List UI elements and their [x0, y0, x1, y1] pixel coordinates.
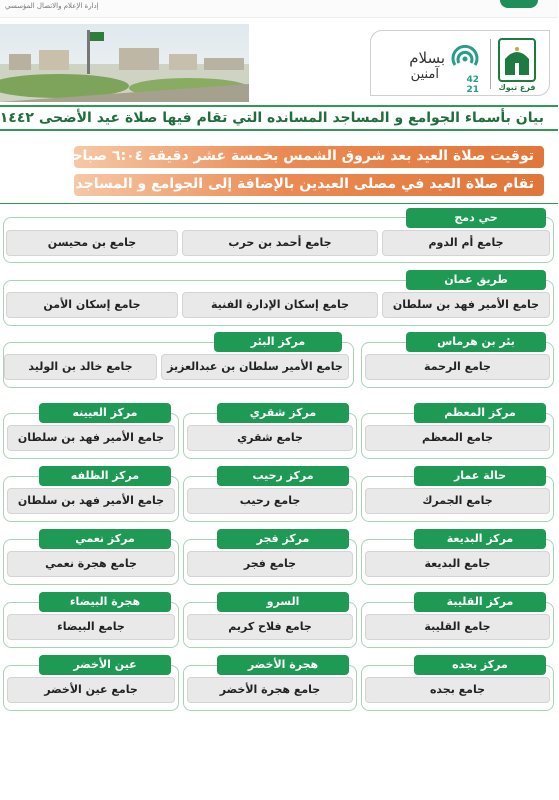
- prayer-location-text: تقام صلاة العيد في مصلى العيدين بالإضافة إلى الجوامع و المساجد: [76, 176, 535, 192]
- mosque-cell: جامع هجرة الأخضر: [188, 677, 354, 703]
- group-label: السرو: [218, 592, 350, 612]
- group-label: مركز المعظم: [415, 403, 547, 423]
- signal-rings-icon: [448, 43, 484, 73]
- prayer-location-notice: [75, 174, 545, 196]
- mosque-cell: جامع شقري: [188, 425, 354, 451]
- mosque-cell: جامع هجرة نعمي: [8, 551, 176, 577]
- mosque-cell: جامع فجر: [188, 551, 354, 577]
- mosque-cell: جامع إسكان الأمن: [7, 292, 179, 318]
- mosque-cell: جامع الأمير فهد بن سلطان: [8, 425, 176, 451]
- group-label: حي دمج: [407, 208, 547, 228]
- header: [0, 24, 559, 102]
- section-divider: [0, 203, 559, 204]
- mosque-cell: جامع بجده: [366, 677, 551, 703]
- blank-footer: [0, 720, 559, 800]
- prayer-time-text: توقيت صلاة العيد بعد شروق الشمس بخمسة عشر دقيقة ٦:٠٤ صباحاً: [68, 148, 535, 164]
- group-label: عين الأخضر: [40, 655, 172, 675]
- branch-label: فرع تبوك: [499, 83, 537, 92]
- top-bar-text: إدارة الإعلام والاتصال المؤسسي: [6, 2, 100, 10]
- logo-box: [371, 30, 551, 96]
- mosque-cell: جامع المعظم: [366, 425, 551, 451]
- group-label: مركز بجده: [415, 655, 547, 675]
- mosque-cell: جامع عين الأخضر: [8, 677, 176, 703]
- logo-separator: [491, 39, 492, 89]
- mosque-cell: جامع رحيب: [188, 488, 354, 514]
- top-tab-decoration: [501, 0, 539, 8]
- mosque-cell: جامع خالد بن الوليد: [5, 354, 158, 380]
- mosque-logo-icon: [498, 37, 538, 83]
- group-label: مركز شقري: [218, 403, 350, 423]
- group-label: مركز العيينه: [40, 403, 172, 423]
- mosque-cell: جامع فلاح كريم: [188, 614, 354, 640]
- group-label: مركز البديعة: [415, 529, 547, 549]
- brand-word-1: بسلام: [410, 49, 446, 67]
- group-label: مركز فجر: [218, 529, 350, 549]
- group-label: مركز نعمي: [40, 529, 172, 549]
- group-label: هجرة الأخضر: [218, 655, 350, 675]
- mosque-cell: جامع الرحمة: [366, 354, 551, 380]
- mosque-cell: جامع الجمرك: [366, 488, 551, 514]
- mosque-cell: جامع الأمير فهد بن سلطان: [8, 488, 176, 514]
- mosque-cell: جامع الأمير فهد بن سلطان: [383, 292, 551, 318]
- group-label: مركز رحيب: [218, 466, 350, 486]
- brand-number: 42 21: [467, 75, 480, 95]
- prayer-time-notice: [68, 146, 545, 168]
- group-label: طريق عمان: [407, 270, 547, 290]
- city-skyline-image: [0, 24, 250, 102]
- mosque-cell: جامع القليبة: [366, 614, 551, 640]
- group-label: هجرة البيضاء: [40, 592, 172, 612]
- group-label: مركز الظلفه: [40, 466, 172, 486]
- group-label: حالة عمار: [415, 466, 547, 486]
- mosque-cell: جامع البيضاء: [8, 614, 176, 640]
- title-banner: [0, 105, 559, 131]
- group-label: بئر بن هرماس: [407, 332, 547, 352]
- group-label: مركز القليبة: [415, 592, 547, 612]
- page-title: بيان بأسماء الجوامع و المساجد المسانده التي تقام فيها صلاة عيد الأضحى ١٤٤٢: [0, 110, 545, 126]
- mosque-cell: جامع بن محيسن: [7, 230, 179, 256]
- mosque-cell: جامع الأمير سلطان بن عبدالعزيز: [162, 354, 350, 380]
- mosque-cell: جامع إسكان الإدارة الفنية: [183, 292, 379, 318]
- mosque-cell: جامع أم الدوم: [383, 230, 551, 256]
- mosque-cell: جامع البديعة: [366, 551, 551, 577]
- top-bar: [0, 0, 559, 18]
- brand-word-2: آمنين: [411, 67, 440, 82]
- mosque-cell: جامع أحمد بن حرب: [183, 230, 379, 256]
- group-label: مركز البئر: [215, 332, 343, 352]
